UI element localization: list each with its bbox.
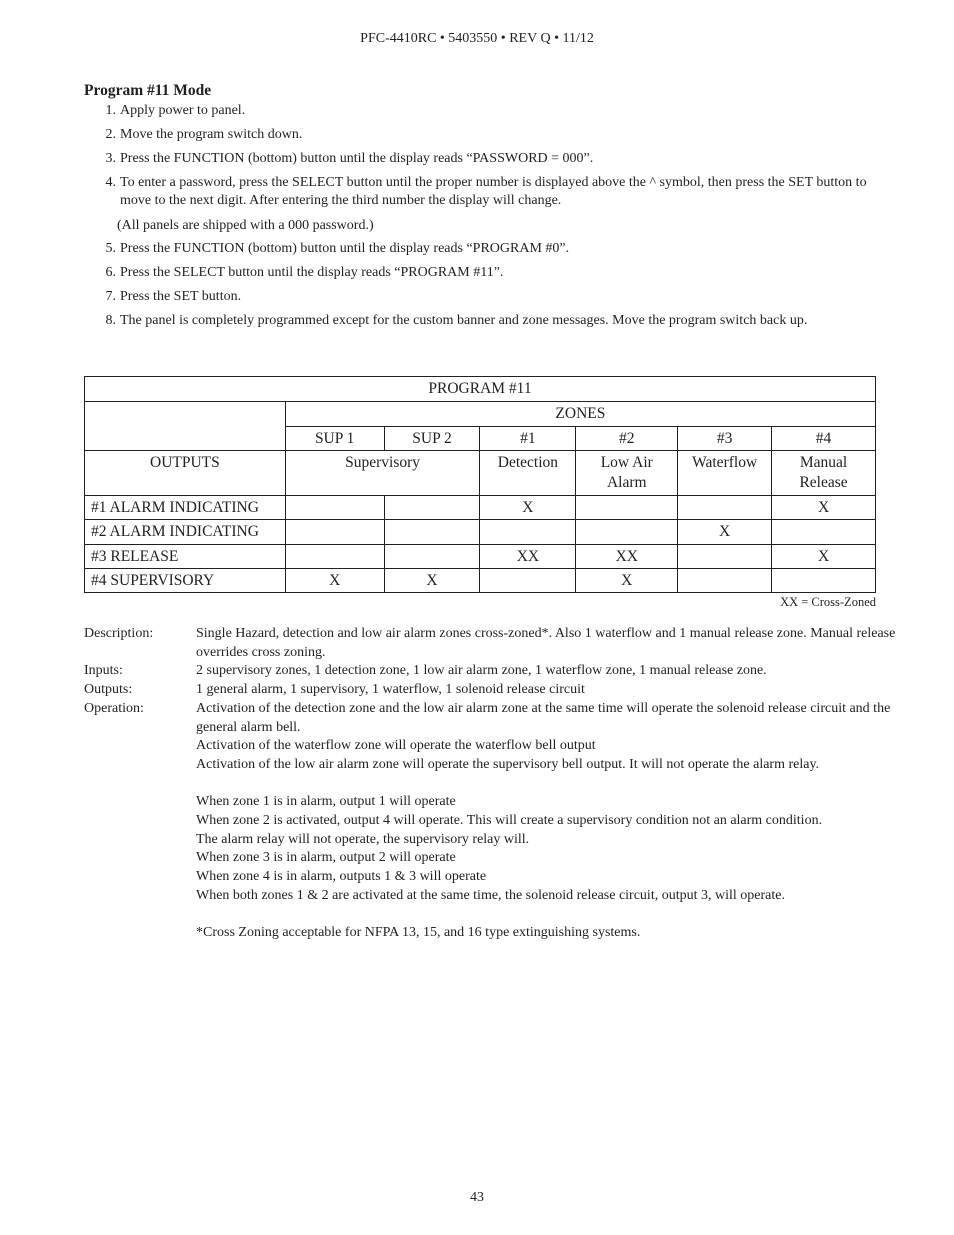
zone-type-line: Release	[799, 474, 848, 491]
section-title: Program #11 Mode	[84, 82, 212, 99]
table-cell: X	[480, 496, 576, 520]
zone-type-row	[85, 451, 876, 496]
operation-label: Operation:	[84, 700, 144, 716]
row-label: #3 RELEASE	[85, 545, 286, 569]
zone-line: When zone 3 is in alarm, output 2 will operate	[196, 850, 456, 866]
empty-header-cell	[85, 402, 286, 451]
table-cell	[678, 545, 772, 569]
table-cell: X	[384, 569, 480, 593]
step-text: Press the SET button.	[120, 289, 242, 304]
inputs-label: Inputs:	[84, 663, 123, 679]
zone-header-cell: #4	[772, 427, 876, 451]
list-item	[84, 102, 894, 120]
list-item	[84, 150, 894, 168]
table-row	[85, 496, 876, 520]
row-label: #4 SUPERVISORY	[85, 569, 286, 593]
table-cell: XX	[480, 545, 576, 569]
outputs-label: Outputs:	[84, 682, 133, 698]
inputs-text: 2 supervisory zones, 1 detection zone, 1 low air alarm zone, 1 waterflow zone, 1 manual release zone.	[196, 663, 767, 679]
zone-line: When zone 1 is in alarm, output 1 will operate	[196, 794, 456, 810]
table-cell	[285, 496, 384, 520]
step-number: 3.	[105, 151, 116, 166]
page-header: PFC-4410RC • 5403550 • REV Q • 11/12	[360, 31, 594, 46]
table-row	[85, 569, 876, 593]
zone-header-cell: SUP 1	[285, 427, 384, 451]
row-label: #1 ALARM INDICATING	[85, 496, 286, 520]
zone-type-line: Low Air	[600, 454, 653, 471]
table-cell	[772, 569, 876, 593]
spacer	[196, 906, 904, 925]
operation-line: Activation of the detection zone and the low air alarm zone at the same time will operate the solenoid release circuit and the general alarm bell.	[196, 700, 891, 735]
zone-header-cell: #3	[678, 427, 772, 451]
table-cell	[678, 496, 772, 520]
program-table	[84, 376, 876, 593]
zone-type-cell: Supervisory	[285, 451, 480, 496]
step-number: 6.	[105, 265, 116, 280]
list-item	[84, 126, 894, 144]
zone-type-cell	[772, 451, 876, 496]
zone-type-line: Alarm	[606, 474, 647, 491]
step-number: 2.	[105, 127, 116, 142]
table-cell: X	[576, 569, 678, 593]
outputs-text: 1 general alarm, 1 supervisory, 1 waterflow, 1 solenoid release circuit	[196, 682, 585, 698]
table-cell	[285, 520, 384, 545]
zone-type-cell	[576, 451, 678, 496]
zone-line: When zone 2 is activated, output 4 will operate. This will create a supervisory condition not an alarm condition. The alarm relay will not operate, the supervisory relay will.	[196, 813, 823, 847]
operation-text	[196, 700, 904, 943]
zones-header: ZONES	[285, 402, 875, 427]
cross-zoning-note: *Cross Zoning acceptable for NFPA 13, 15, and 16 type extinguishing systems.	[196, 925, 641, 941]
password-note: (All panels are shipped with a 000 password.)	[117, 218, 374, 233]
table-cell	[576, 496, 678, 520]
table-cell	[384, 496, 480, 520]
table-cell: X	[772, 496, 876, 520]
zone-type-cell: Waterflow	[678, 451, 772, 496]
zone-header-cell: #1	[480, 427, 576, 451]
list-item	[84, 240, 894, 258]
table-cell: X	[678, 520, 772, 545]
table-cell	[285, 545, 384, 569]
step-text: To enter a password, press the SELECT button until the proper number is displayed above the ^ symbol, then press the SET button to move to the next digit. After entering the third number the display will change.	[120, 175, 867, 208]
table-row	[85, 545, 876, 569]
description-block	[84, 625, 904, 943]
step-text: Apply power to panel.	[120, 103, 246, 118]
outputs-header: OUTPUTS	[85, 451, 286, 496]
table-cell	[576, 520, 678, 545]
zone-type-line: Manual	[799, 454, 848, 471]
outputs-row	[84, 681, 904, 700]
description-text: Single Hazard, detection and low air alarm zones cross-zoned*. Also 1 waterflow and 1 manual release zone. Manual release overrides cross zoning.	[196, 626, 896, 660]
description-label: Description:	[84, 626, 154, 641]
spacer	[196, 775, 904, 794]
table-cell	[480, 520, 576, 545]
table-cell	[480, 569, 576, 593]
zone-line: When zone 4 is in alarm, outputs 1 & 3 will operate	[196, 869, 487, 885]
table-cell: X	[772, 545, 876, 569]
step-number: 1.	[105, 103, 116, 118]
step-text: Press the FUNCTION (bottom) button until the display reads “PASSWORD = 000”.	[120, 151, 594, 166]
list-item	[84, 288, 894, 306]
step-text: Press the SELECT button until the display reads “PROGRAM #11”.	[120, 265, 504, 280]
table-row	[85, 520, 876, 545]
zone-header-cell: SUP 2	[384, 427, 480, 451]
steps-list	[84, 102, 894, 330]
zone-type-cell: Detection	[480, 451, 576, 496]
list-item	[84, 312, 894, 330]
table-cell: XX	[576, 545, 678, 569]
zone-header-cell: #2	[576, 427, 678, 451]
row-label: #2 ALARM INDICATING	[85, 520, 286, 545]
step-number: 7.	[105, 289, 116, 304]
step-number: 8.	[105, 313, 116, 328]
inputs-row	[84, 662, 904, 681]
table-title: PROGRAM #11	[85, 377, 876, 402]
page-number: 43	[470, 1190, 484, 1205]
step-text: Press the FUNCTION (bottom) button until the display reads “PROGRAM #0”.	[120, 241, 570, 256]
zone-line: When both zones 1 & 2 are activated at the same time, the solenoid release circuit, output 3, will operate.	[196, 887, 785, 903]
table-cell	[678, 569, 772, 593]
description-row	[84, 625, 904, 662]
operation-line: Activation of the waterflow zone will operate the waterflow bell output	[196, 738, 596, 754]
step-number: 5.	[105, 241, 116, 256]
table-title-row	[85, 377, 876, 402]
table-cell	[384, 545, 480, 569]
cross-zoned-footnote: XX = Cross-Zoned	[780, 595, 876, 609]
table-cell: X	[285, 569, 384, 593]
table-cell	[384, 520, 480, 545]
step-text: The panel is completely programmed except for the custom banner and zone messages. Move the program switch back up.	[120, 313, 808, 328]
table-row	[85, 402, 876, 427]
step-number: 4.	[105, 175, 116, 190]
list-item	[84, 174, 894, 210]
step-text: Move the program switch down.	[120, 127, 303, 142]
table-cell	[772, 520, 876, 545]
operation-line: Activation of the low air alarm zone will operate the supervisory bell output. It will not operate the alarm relay.	[196, 756, 820, 772]
list-item	[84, 264, 894, 282]
operation-row	[84, 700, 904, 943]
